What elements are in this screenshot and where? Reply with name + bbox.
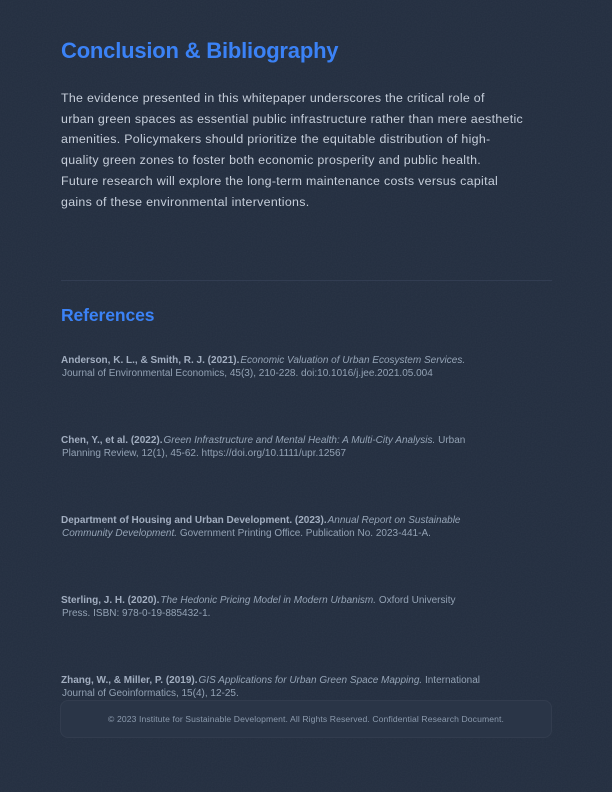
footer-bar	[60, 700, 552, 738]
paragraph-line: The evidence presented in this whitepaper underscores the critical role of	[61, 91, 485, 105]
reference-source: Press. ISBN: 978-0-19-885432-1.	[62, 608, 211, 620]
reference-title: The Hedonic Pricing Model in Modern Urbanism.	[160, 595, 377, 607]
reference-line	[61, 367, 552, 380]
section-divider	[61, 280, 552, 281]
reference-line	[61, 687, 552, 700]
reference-line	[61, 607, 552, 620]
reference-source: Planning Review, 12(1), 45-62. https://doi.org/10.1111/upr.12567	[62, 448, 347, 460]
page-content	[61, 0, 552, 754]
reference-entry	[61, 674, 552, 700]
conclusion-paragraph	[61, 88, 552, 212]
footer-text: © 2023 Institute for Sustainable Development. All Rights Reserved. Confidential Research Document.	[108, 714, 504, 724]
paragraph-line: amenities. Policymakers should prioritize the equitable distribution of high-	[61, 132, 491, 147]
reference-authors: Anderson, K. L., & Smith, R. J. (2021).	[61, 355, 240, 367]
reference-authors: Sterling, J. H. (2020).	[61, 595, 160, 607]
reference-entry	[61, 514, 552, 540]
paragraph-line: urban green spaces as essential public infrastructure rather than mere aesthetic	[61, 111, 524, 126]
reference-source: Oxford University	[378, 595, 456, 607]
reference-authors: Department of Housing and Urban Development. (2023).	[61, 515, 327, 527]
reference-title: Economic Valuation of Urban Ecosystem Services.	[240, 355, 466, 367]
reference-line	[61, 434, 552, 447]
paragraph-line: quality green zones to foster both economic prosperity and public health.	[61, 153, 482, 168]
reference-line	[61, 447, 552, 460]
reference-line	[61, 594, 552, 607]
paragraph-line: Future research will explore the long-term maintenance costs versus capital	[61, 173, 499, 188]
reference-entry	[61, 594, 552, 620]
paragraph-line: gains of these environmental interventions.	[61, 194, 310, 209]
reference-line	[61, 514, 552, 527]
reference-source: Journal of Geoinformatics, 15(4), 12-25.	[62, 688, 239, 700]
reference-title: GIS Applications for Urban Green Space Mapping.	[198, 675, 423, 687]
reference-source: Journal of Environmental Economics, 45(3), 210-228. doi:10.1016/j.jee.2021.05.004	[62, 368, 433, 380]
reference-line	[61, 674, 552, 687]
reference-authors: Chen, Y., et al. (2022).	[61, 435, 163, 447]
references-list	[61, 354, 552, 700]
reference-source: Government Printing Office. Publication No. 2023-441-A.	[179, 528, 431, 540]
reference-source: Urban	[438, 435, 466, 447]
reference-title: Community Development.	[62, 528, 178, 540]
reference-authors: Zhang, W., & Miller, P. (2019).	[61, 675, 198, 687]
references-heading: References	[61, 305, 155, 326]
reference-entry	[61, 354, 552, 380]
reference-source: International	[424, 675, 480, 687]
reference-entry	[61, 434, 552, 460]
reference-line	[61, 354, 552, 367]
reference-title: Green Infrastructure and Mental Health: A Multi-City Analysis.	[163, 435, 436, 447]
reference-line	[61, 527, 552, 540]
page-title: Conclusion & Bibliography	[61, 38, 339, 63]
reference-title: Annual Report on Sustainable	[327, 515, 461, 527]
